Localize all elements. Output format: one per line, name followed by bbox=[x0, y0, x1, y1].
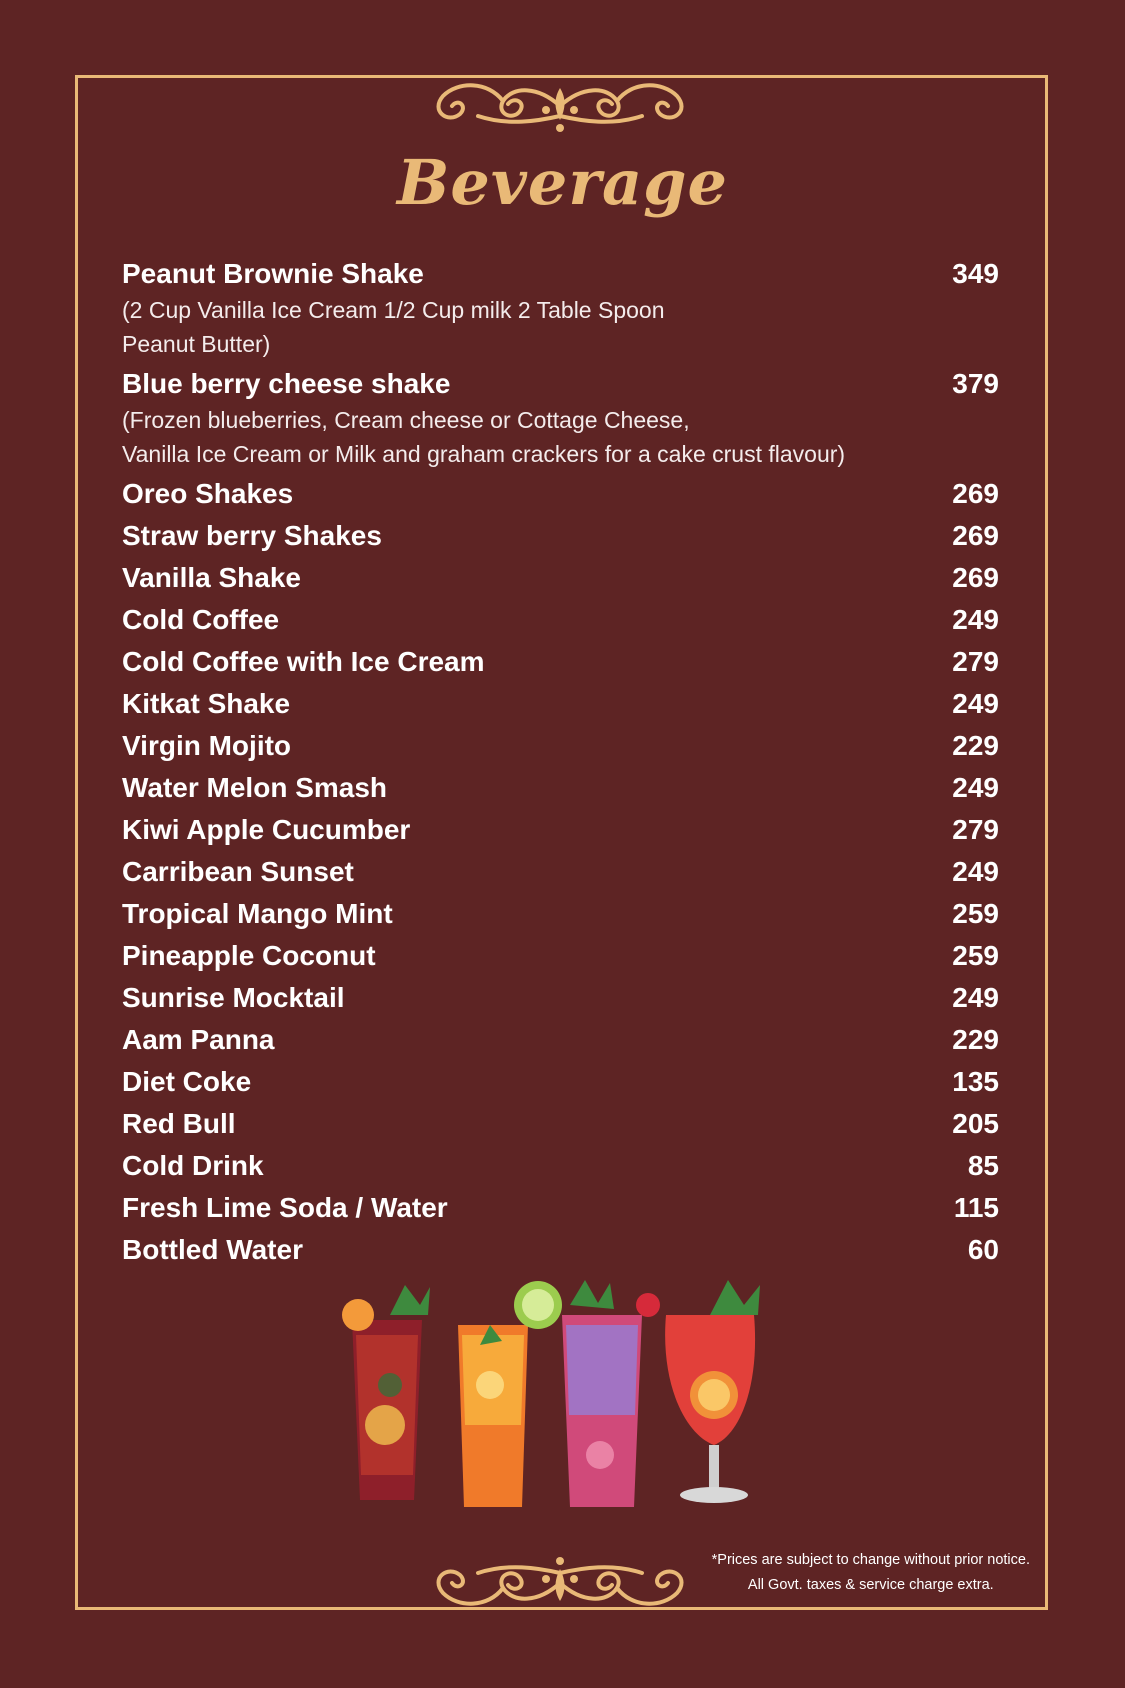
menu-item-row bbox=[122, 683, 999, 725]
drink-glass-3 bbox=[562, 1280, 660, 1507]
menu-item-price: 249 bbox=[952, 856, 999, 887]
menu-item-price: 115 bbox=[953, 1192, 999, 1223]
menu-item bbox=[122, 935, 999, 977]
menu-item bbox=[122, 599, 999, 641]
menu-item bbox=[122, 1187, 999, 1229]
menu-item-price: 249 bbox=[952, 688, 999, 719]
menu-item-row bbox=[122, 641, 999, 683]
menu-item bbox=[122, 851, 999, 893]
mocktail-glasses-illustration bbox=[330, 1275, 790, 1515]
menu-item-name: Sunrise Mocktail bbox=[122, 982, 345, 1013]
menu-item-price: 85 bbox=[967, 1150, 999, 1181]
menu-item-name: Kitkat Shake bbox=[122, 688, 291, 719]
menu-item-row bbox=[122, 1103, 999, 1145]
menu-item-description: (Frozen blueberries, Cream cheese or Cottage Cheese, bbox=[122, 407, 690, 433]
menu-item-name: Virgin Mojito bbox=[122, 730, 292, 761]
menu-item-price: 259 bbox=[952, 940, 999, 971]
disclaimer-line-1: *Prices are subject to change without prior notice. bbox=[711, 1552, 1030, 1568]
menu-item-description: (2 Cup Vanilla Ice Cream 1/2 Cup milk 2 Table Spoon bbox=[122, 297, 665, 323]
menu-item-row bbox=[122, 851, 999, 893]
menu-item-row bbox=[122, 557, 999, 599]
menu-item-row bbox=[122, 809, 999, 851]
menu-item bbox=[122, 1229, 999, 1271]
menu-item-name: Kiwi Apple Cucumber bbox=[122, 814, 411, 845]
menu-item-row bbox=[122, 1061, 999, 1103]
menu-item-price: 229 bbox=[952, 1024, 999, 1055]
menu-item-row bbox=[122, 767, 999, 809]
menu-item-price: 379 bbox=[952, 368, 999, 399]
menu-item-price: 349 bbox=[952, 258, 999, 289]
menu-item bbox=[122, 363, 999, 471]
menu-item-description: Vanilla Ice Cream or Milk and graham crackers for a cake crust flavour) bbox=[122, 441, 846, 467]
menu-item-name: Straw berry Shakes bbox=[122, 520, 382, 551]
menu-item-row bbox=[122, 515, 999, 557]
menu-item bbox=[122, 725, 999, 767]
menu-item-price: 229 bbox=[952, 730, 999, 761]
menu-item-name: Cold Drink bbox=[122, 1150, 264, 1181]
menu-item-name: Aam Panna bbox=[122, 1024, 275, 1055]
menu-item-name: Cold Coffee bbox=[122, 604, 280, 635]
menu-item-description: Peanut Butter) bbox=[122, 331, 271, 357]
menu-item-name: Red Bull bbox=[122, 1108, 236, 1139]
menu-item-row bbox=[122, 935, 999, 977]
menu-item-name: Vanilla Shake bbox=[122, 562, 301, 593]
menu-item-name: Bottled Water bbox=[122, 1234, 303, 1265]
menu-item-row bbox=[122, 1145, 999, 1187]
menu-item bbox=[122, 557, 999, 599]
menu-item-price: 279 bbox=[952, 646, 999, 677]
scroll-ornament-bottom-icon bbox=[418, 1553, 703, 1613]
menu-item bbox=[122, 1019, 999, 1061]
menu-item-name: Oreo Shakes bbox=[122, 478, 294, 509]
menu-item-price: 259 bbox=[952, 898, 999, 929]
menu-item bbox=[122, 641, 999, 683]
disclaimer-line-2: All Govt. taxes & service charge extra. bbox=[747, 1577, 994, 1593]
menu-item-name: Pineapple Coconut bbox=[122, 940, 376, 971]
scroll-ornament-top-icon bbox=[418, 76, 703, 136]
menu-item-price: 269 bbox=[952, 562, 999, 593]
beverage-menu-list bbox=[122, 253, 999, 1271]
menu-item-row bbox=[122, 725, 999, 767]
menu-item-price: 249 bbox=[952, 982, 999, 1013]
menu-item-price: 205 bbox=[952, 1108, 999, 1139]
menu-item bbox=[122, 1145, 999, 1187]
drink-glass-4 bbox=[665, 1280, 760, 1503]
menu-item-price: 249 bbox=[952, 604, 999, 635]
menu-item bbox=[122, 767, 999, 809]
menu-item-row bbox=[122, 253, 999, 295]
menu-item-price: 269 bbox=[952, 478, 999, 509]
menu-item-row bbox=[122, 363, 999, 405]
menu-item-row bbox=[122, 1229, 999, 1271]
menu-item-row bbox=[122, 473, 999, 515]
menu-item bbox=[122, 1103, 999, 1145]
menu-item bbox=[122, 515, 999, 557]
menu-item-name: Tropical Mango Mint bbox=[122, 898, 393, 929]
menu-item-name: Carribean Sunset bbox=[122, 856, 354, 887]
menu-item-name: Blue berry cheese shake bbox=[122, 368, 451, 399]
menu-item-name: Diet Coke bbox=[122, 1066, 252, 1097]
menu-item-name: Cold Coffee with Ice Cream bbox=[122, 646, 485, 677]
drink-glass-2 bbox=[458, 1281, 562, 1507]
menu-item bbox=[122, 893, 999, 935]
menu-item-name: Water Melon Smash bbox=[122, 772, 388, 803]
menu-item-name: Fresh Lime Soda / Water bbox=[122, 1192, 448, 1223]
menu-item-row bbox=[122, 1019, 999, 1061]
menu-item-row bbox=[122, 1187, 999, 1229]
drink-glass-1 bbox=[342, 1285, 430, 1500]
menu-item-price: 279 bbox=[952, 814, 999, 845]
menu-title: Beverage bbox=[397, 146, 728, 219]
menu-item-row bbox=[122, 977, 999, 1019]
menu-item bbox=[122, 473, 999, 515]
menu-item-row bbox=[122, 893, 999, 935]
menu-item bbox=[122, 977, 999, 1019]
menu-item-row bbox=[122, 599, 999, 641]
menu-item bbox=[122, 1061, 999, 1103]
menu-item bbox=[122, 253, 999, 361]
menu-item-price: 269 bbox=[952, 520, 999, 551]
menu-item-name: Peanut Brownie Shake bbox=[122, 258, 424, 289]
menu-item-price: 60 bbox=[967, 1234, 999, 1265]
menu-item-price: 249 bbox=[952, 772, 999, 803]
menu-item bbox=[122, 809, 999, 851]
menu-item bbox=[122, 683, 999, 725]
menu-item-price: 135 bbox=[952, 1066, 999, 1097]
price-disclaimer bbox=[712, 1548, 1030, 1598]
